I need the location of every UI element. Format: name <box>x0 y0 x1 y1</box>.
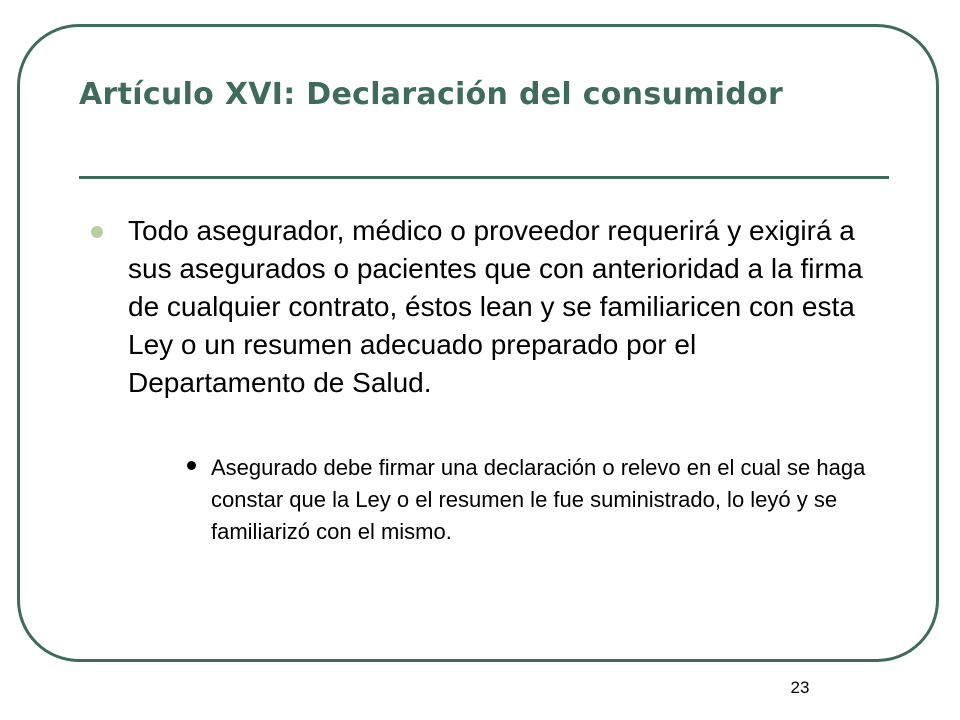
slide-title: Artículo XVI: Declaración del consumidor <box>79 77 784 112</box>
title-underline <box>79 176 889 179</box>
bullet-icon <box>91 226 103 238</box>
bullet-text: Todo asegurador, médico o proveedor requerirá y exigirá a sus asegurados o pacientes que con anterioridad a la firma de cualquier contrato, éstos lean y se familiaricen con esta Ley o un resumen adecuado preparado por el Departamento de Salud. <box>128 215 863 398</box>
page-number: 23 <box>790 678 810 697</box>
sub-bullet-text: Asegurado debe firmar una declaración o relevo en el cual se haga constar que la Ley o el resumen le fue suministrado, lo leyó y se familiarizó con el mismo. <box>211 455 866 544</box>
sub-bullet-icon <box>187 461 196 470</box>
